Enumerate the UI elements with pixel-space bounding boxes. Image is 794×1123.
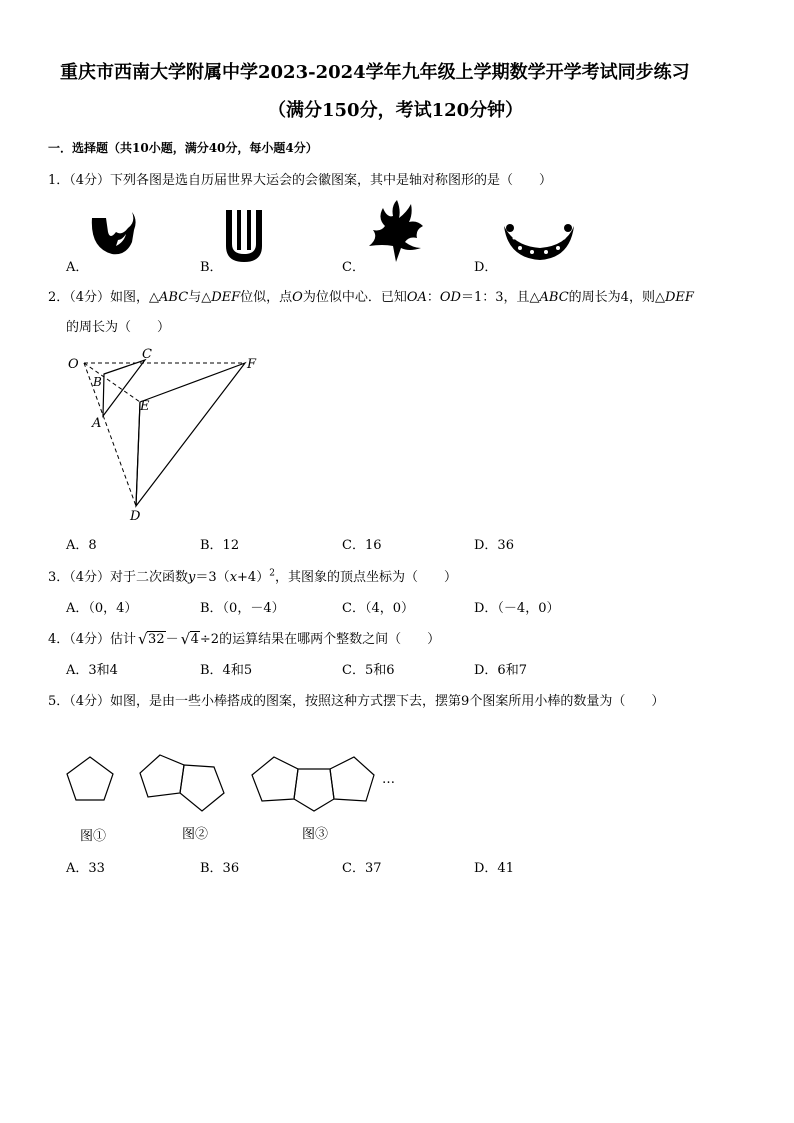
q4-option-b[interactable]: B．4和5 — [200, 663, 253, 678]
q5-option-b[interactable]: B．36 — [200, 861, 240, 876]
q5-option-c[interactable]: C．37 — [342, 861, 382, 876]
q5-option-a[interactable]: A．33 — [66, 861, 105, 876]
q1-option-b[interactable]: B． — [200, 260, 223, 275]
label-D: D — [130, 509, 141, 524]
section-heading: 一．选择题（共10小题，满分40分，每小题4分） — [48, 141, 318, 155]
q5-option-d[interactable]: D．41 — [474, 861, 514, 876]
label-C: C — [142, 347, 152, 362]
q3-option-d[interactable]: D．（－4，0） — [474, 601, 560, 616]
label-O: O — [68, 357, 79, 372]
logo-option-c — [365, 200, 427, 264]
question-4-text: 4．（4分）估计 √ 32－ √ 4÷2的运算结果在哪两个整数之间（ ） — [48, 630, 441, 648]
figure-label-2: 图② — [182, 827, 209, 842]
figure-label-1: 图① — [80, 829, 107, 844]
q4-option-c[interactable]: C．5和6 — [342, 663, 395, 678]
question-1-text: 1．（4分）下列各图是选自历届世界大运会的会徽图案，其中是轴对称图形的是（ ） — [48, 173, 553, 188]
label-F: F — [247, 357, 257, 372]
question-2-line1: 2．（4分）如图，△ABC与△DEF位似，点O为位似中心．已知OA：OD＝1：3，且△ABC的周长为4，则△DEF — [48, 290, 694, 305]
logo-option-d — [500, 218, 578, 264]
q2-option-c[interactable]: C．16 — [342, 538, 382, 553]
q1-option-c[interactable]: C． — [342, 260, 365, 275]
page-title: 重庆市西南大学附属中学2023-2024学年九年级上学期数学开学考试同步练习 — [60, 62, 690, 83]
logo-option-a — [86, 206, 146, 266]
q2-option-a[interactable]: A．8 — [66, 538, 97, 553]
q2-option-b[interactable]: B．12 — [200, 538, 240, 553]
label-E: E — [140, 399, 150, 414]
pattern-ellipsis: … — [382, 772, 395, 787]
label-A: A — [92, 416, 102, 431]
pentagon-figure-3 — [250, 755, 380, 811]
q3-option-a[interactable]: A．（0，4） — [66, 601, 138, 616]
logo-option-b — [222, 208, 266, 266]
q1-option-a[interactable]: A． — [66, 260, 89, 275]
sqrt-4: √ 4 — [180, 630, 199, 648]
pentagon-figure-1 — [64, 755, 116, 803]
q2-option-d[interactable]: D．36 — [474, 538, 514, 553]
question-3-text: 3．（4分）对于二次函数$y=3(x+4)^2$，其图象的顶点坐标为（ ） — [48, 568, 457, 585]
figure-label-3: 图③ — [302, 827, 329, 842]
pentagon-figure-2 — [138, 753, 230, 813]
q4-option-d[interactable]: D．6和7 — [474, 663, 527, 678]
q3-option-c[interactable]: C．（4，0） — [342, 601, 414, 616]
question-2-line2: 的周长为（ ） — [66, 320, 171, 335]
page-subtitle: （满分150分，考试120分钟） — [268, 100, 524, 121]
q3-option-b[interactable]: B．（0，－4） — [200, 601, 285, 616]
sqrt-32: √ 32 — [138, 630, 165, 648]
homothety-figure — [60, 344, 270, 524]
q1-option-d[interactable]: D． — [474, 260, 498, 275]
label-B: B — [93, 375, 102, 389]
q4-option-a[interactable]: A．3和4 — [66, 663, 118, 678]
question-5-text: 5．（4分）如图，是由一些小棒搭成的图案，按照这种方式摆下去，摆第9个图案所用小棒的数量为（ ） — [48, 694, 665, 709]
